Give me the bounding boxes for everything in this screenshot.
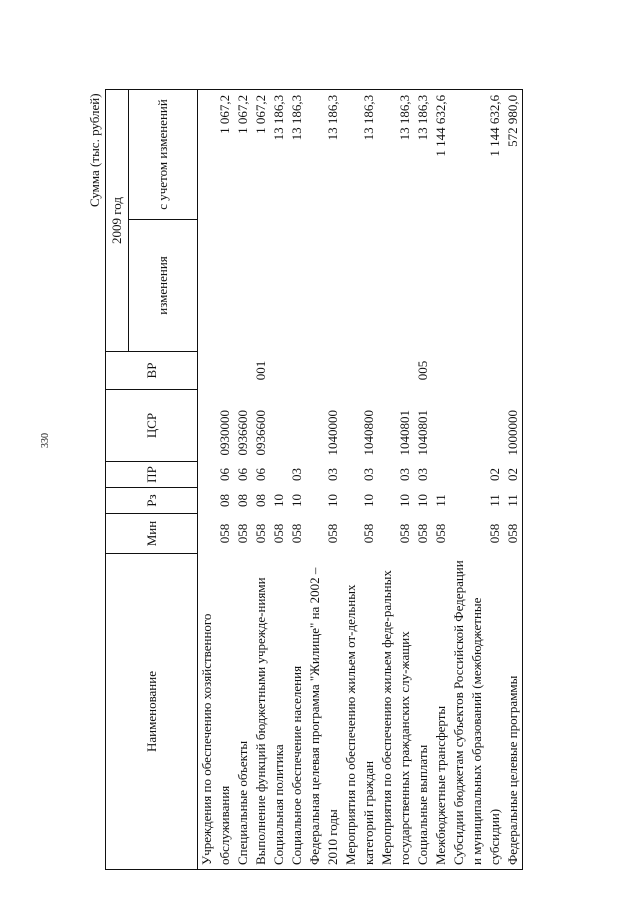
table-row <box>270 89 288 869</box>
row-csr: 0936600 <box>235 410 250 456</box>
row-total: 1 144 632,6 <box>432 89 450 219</box>
row-vr <box>198 352 235 390</box>
row-total: 1 144 632,6 <box>450 89 504 219</box>
page-number: 330 <box>40 433 51 448</box>
row-changes <box>270 220 288 352</box>
row-csr: 1040800 <box>361 410 376 456</box>
row-rz: 11 <box>504 488 523 514</box>
col-pr-header: ПР <box>106 462 198 488</box>
col-rz-header: Рз <box>106 488 198 514</box>
row-total: 13 186,3 <box>306 89 342 219</box>
row-vr <box>378 352 414 390</box>
row-rz: 10 <box>397 494 412 507</box>
row-pr: 02 <box>504 462 523 488</box>
col-vr-header: ВР <box>106 352 198 390</box>
row-vr <box>432 352 450 390</box>
row-vr <box>450 352 504 390</box>
year-header: 2009 год <box>106 89 129 351</box>
table-row <box>288 89 306 869</box>
row-changes <box>252 220 270 352</box>
row-name: Социальное обеспечение населения <box>288 554 306 870</box>
row-changes <box>414 220 432 352</box>
row-name: Федеральная целевая программа "Жилище" на 2002 – 2010 годы <box>306 554 342 870</box>
row-csr: 0930000 <box>217 410 232 456</box>
row-name: Субсидии бюджетам субъектов Российской Федерации и муниципальных образований (межбюджетные субсидии) <box>450 554 504 870</box>
table-row <box>504 89 523 869</box>
row-name: Межбюджетные трансферты <box>432 554 450 870</box>
row-total: 13 186,3 <box>270 89 288 219</box>
col-name-header: Наименование <box>106 554 198 870</box>
col-with-changes-header: с учетом изменений <box>129 89 198 219</box>
row-min: 058 <box>504 514 523 554</box>
table-row <box>234 89 252 869</box>
row-rz: 08 <box>253 494 268 507</box>
row-pr: 02 <box>487 468 502 481</box>
row-rz: 11 <box>487 494 502 507</box>
row-changes <box>234 220 252 352</box>
row-min: 058 <box>361 523 376 544</box>
row-total: 572 980,0 <box>504 89 523 219</box>
col-min-header: Мин <box>106 514 198 554</box>
row-vr <box>504 352 523 390</box>
budget-table <box>86 89 523 870</box>
row-total: 1 067,2 <box>198 89 235 219</box>
table-body <box>198 89 523 869</box>
row-min: 058 <box>253 523 268 544</box>
row-pr <box>270 462 288 488</box>
row-rz: 10 <box>289 494 304 507</box>
row-rz: 11 <box>433 494 448 507</box>
row-min: 058 <box>487 523 502 544</box>
row-min: 058 <box>217 523 232 544</box>
row-changes <box>450 220 504 352</box>
row-total: 13 186,3 <box>414 89 432 219</box>
row-min: 058 <box>271 523 286 544</box>
row-name: Учреждения по обеспечению хозяйственного обслуживания <box>198 554 235 870</box>
row-csr: 0936600 <box>253 410 268 456</box>
row-pr: 06 <box>217 468 232 481</box>
row-rz: 10 <box>361 494 376 507</box>
row-rz: 08 <box>235 494 250 507</box>
row-rz: 10 <box>271 494 286 507</box>
col-changes-header: изменения <box>129 220 198 352</box>
row-pr: 06 <box>235 468 250 481</box>
row-pr: 03 <box>415 468 430 481</box>
row-changes <box>504 220 523 352</box>
row-min: 058 <box>235 523 250 544</box>
table-row <box>306 89 342 869</box>
budget-table-rotated <box>86 90 621 870</box>
row-csr: 1040801 <box>415 410 430 456</box>
row-name: Выполнение функций бюджетными учрежде-ниями <box>252 554 270 870</box>
row-total: 1 067,2 <box>252 89 270 219</box>
table-row <box>378 89 414 869</box>
row-name: Федеральные целевые программы <box>504 554 523 870</box>
row-changes <box>306 220 342 352</box>
row-csr <box>432 390 450 462</box>
row-csr <box>450 390 504 462</box>
row-changes <box>378 220 414 352</box>
row-changes <box>342 220 378 352</box>
row-pr: 03 <box>325 468 340 481</box>
row-changes <box>432 220 450 352</box>
row-csr: 1000000 <box>504 390 523 462</box>
row-vr <box>342 352 378 390</box>
row-csr: 1040000 <box>325 410 340 456</box>
row-pr: 03 <box>397 468 412 481</box>
row-vr: 001 <box>253 360 268 381</box>
row-name: Специальные объекты <box>234 554 252 870</box>
row-changes <box>288 220 306 352</box>
row-min: 058 <box>397 523 412 544</box>
row-total: 1 067,2 <box>234 89 252 219</box>
row-vr <box>306 352 342 390</box>
col-csr-header: ЦСР <box>106 390 198 462</box>
row-min: 058 <box>433 523 448 544</box>
row-pr: 03 <box>361 468 376 481</box>
row-changes <box>198 220 235 352</box>
table-row <box>198 89 235 869</box>
table-row <box>342 89 378 869</box>
row-name: Социальные выплаты <box>414 554 432 870</box>
row-total: 13 186,3 <box>288 89 306 219</box>
table-row <box>252 89 270 869</box>
table-row <box>450 89 504 869</box>
row-total: 13 186,3 <box>378 89 414 219</box>
row-min: 058 <box>415 523 430 544</box>
row-vr <box>288 352 306 390</box>
row-name: Социальная политика <box>270 554 288 870</box>
table-row <box>432 89 450 869</box>
row-rz: 08 <box>217 494 232 507</box>
row-pr: 06 <box>253 468 268 481</box>
row-rz: 10 <box>415 494 430 507</box>
row-name: Мероприятия по обеспечению жильем феде-ральных государственных гражданских слу-жащих <box>378 554 414 870</box>
sum-title: Сумма (тыс. рублей) <box>87 93 102 207</box>
row-vr <box>234 352 252 390</box>
row-pr <box>432 462 450 488</box>
row-pr: 03 <box>289 468 304 481</box>
row-csr: 1040801 <box>397 410 412 456</box>
row-name: Мероприятия по обеспечению жильем от-дельных категорий граждан <box>342 554 378 870</box>
row-csr <box>288 390 306 462</box>
row-total: 13 186,3 <box>342 89 378 219</box>
table-row <box>414 89 432 869</box>
row-min: 058 <box>289 523 304 544</box>
row-csr <box>270 390 288 462</box>
row-vr <box>270 352 288 390</box>
row-vr: 005 <box>415 360 430 381</box>
row-min: 058 <box>325 523 340 544</box>
row-rz: 10 <box>325 494 340 507</box>
